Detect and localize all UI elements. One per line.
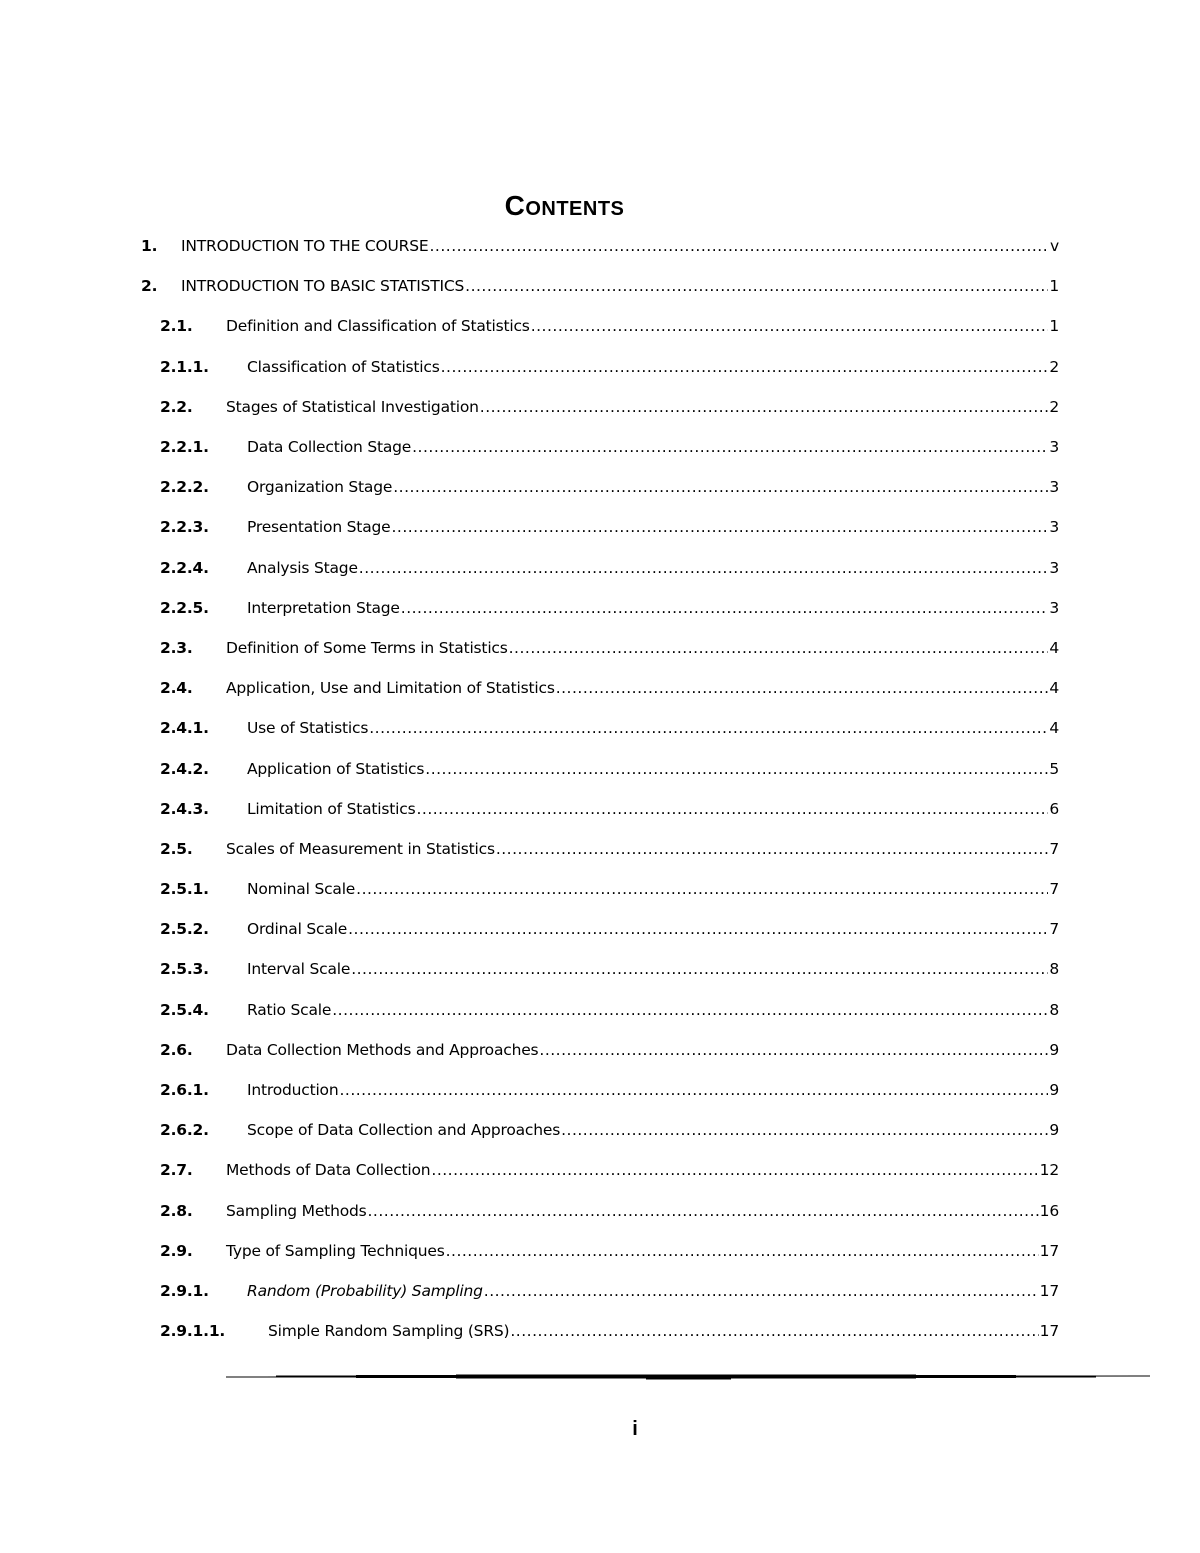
toc-entry-number: 2.9.1.1. xyxy=(160,1322,226,1341)
toc-entry-title: Analysis Stage xyxy=(247,558,358,577)
toc-entry-number: 2.5.4. xyxy=(160,1000,209,1019)
toc-entry-number: 2.5.1. xyxy=(160,880,209,899)
toc-entry[interactable] xyxy=(141,628,1059,668)
toc-entry-title: Scope of Data Collection and Approaches xyxy=(247,1121,561,1140)
toc-entry-title: Presentation Stage xyxy=(247,518,391,537)
toc-entry-title: Ratio Scale xyxy=(247,1000,332,1019)
toc-entry-number: 2.4.2. xyxy=(160,759,209,778)
toc-entry[interactable] xyxy=(141,467,1059,507)
toc-entry[interactable] xyxy=(141,507,1059,547)
toc-dot-leader xyxy=(359,559,1049,577)
toc-entry[interactable] xyxy=(141,1110,1059,1150)
toc-entry-title: Scales of Measurement in Statistics xyxy=(226,839,495,858)
toc-entry-number: 2.7. xyxy=(160,1161,193,1180)
toc-entry[interactable] xyxy=(141,1271,1059,1311)
toc-entry-number: 2.2.3. xyxy=(160,518,209,537)
toc-entry-number: 2.4. xyxy=(160,679,193,698)
toc-entry-line xyxy=(247,1070,1059,1110)
toc-entry-title: Data Collection Methods and Approaches xyxy=(226,1040,539,1059)
toc-entry-line xyxy=(247,748,1059,788)
toc-entry-title: Stages of Statistical Investigation xyxy=(226,397,479,416)
toc-dot-leader xyxy=(393,478,1048,496)
toc-entry-line xyxy=(181,226,1059,266)
toc-entry-title: Classification of Statistics xyxy=(247,357,440,376)
toc-entry-line xyxy=(247,909,1059,949)
toc-dot-leader xyxy=(429,237,1049,255)
toc-entry-page: 6 xyxy=(1049,799,1059,818)
toc-entry-number: 2.4.1. xyxy=(160,719,209,738)
toc-entry-number: 2.1.1. xyxy=(160,357,209,376)
toc-entry-line xyxy=(247,789,1059,829)
toc-entry-number: 2.6. xyxy=(160,1040,193,1059)
toc-dot-leader xyxy=(368,1202,1039,1220)
toc-entry-number: 2.9. xyxy=(160,1241,193,1260)
toc-entry-page: 5 xyxy=(1049,759,1059,778)
toc-entry-page: 16 xyxy=(1039,1201,1059,1220)
toc-entry-number: 2.5. xyxy=(160,839,193,858)
toc-entry-page: 17 xyxy=(1039,1281,1059,1300)
toc-entry-title: Interpretation Stage xyxy=(247,598,400,617)
toc-entry-title: Simple Random Sampling (SRS) xyxy=(268,1322,510,1341)
toc-dot-leader xyxy=(539,1041,1048,1059)
toc-entry[interactable] xyxy=(141,789,1059,829)
toc-entry-line xyxy=(247,588,1059,628)
toc-entry-page: 1 xyxy=(1049,317,1059,336)
toc-dot-leader xyxy=(401,599,1049,617)
toc-entry-page: 3 xyxy=(1049,478,1059,497)
toc-entry[interactable] xyxy=(141,949,1059,989)
toc-entry-line xyxy=(247,507,1059,547)
toc-entry[interactable] xyxy=(141,869,1059,909)
toc-entry-page: 7 xyxy=(1049,920,1059,939)
toc-entry-number: 2.1. xyxy=(160,317,193,336)
toc-entry-line xyxy=(181,266,1059,306)
toc-entry-page: 3 xyxy=(1049,598,1059,617)
toc-dot-leader xyxy=(369,719,1048,737)
toc-entry-title: Limitation of Statistics xyxy=(247,799,416,818)
toc-entry[interactable] xyxy=(141,909,1059,949)
toc-entry-page: 12 xyxy=(1039,1161,1059,1180)
toc-entry-line xyxy=(226,628,1059,668)
toc-dot-leader xyxy=(446,1242,1039,1260)
toc-entry-line xyxy=(247,1271,1059,1311)
toc-entry[interactable] xyxy=(141,1311,1059,1351)
table-of-contents xyxy=(141,226,1059,1351)
toc-dot-leader xyxy=(510,1322,1038,1340)
toc-entry-number: 2.2.2. xyxy=(160,478,209,497)
toc-entry[interactable] xyxy=(141,748,1059,788)
toc-entry-title: Organization Stage xyxy=(247,478,393,497)
toc-dot-leader xyxy=(480,398,1049,416)
toc-entry-line xyxy=(247,1110,1059,1150)
toc-entry-page: 8 xyxy=(1049,1000,1059,1019)
toc-entry-line xyxy=(247,949,1059,989)
toc-entry-page: 17 xyxy=(1039,1322,1059,1341)
toc-entry-number: 2.2.5. xyxy=(160,598,209,617)
toc-entry-page: 4 xyxy=(1049,719,1059,738)
toc-entry-title: Sampling Methods xyxy=(226,1201,367,1220)
toc-entry-page: 9 xyxy=(1049,1081,1059,1100)
toc-dot-leader xyxy=(356,880,1048,898)
page-number: i xyxy=(632,1418,638,1440)
toc-entry[interactable] xyxy=(141,588,1059,628)
toc-entry-number: 2.4.3. xyxy=(160,799,209,818)
toc-entry-line xyxy=(226,387,1059,427)
toc-entry-number: 1. xyxy=(141,237,158,256)
toc-dot-leader xyxy=(332,1001,1048,1019)
toc-entry-line xyxy=(247,347,1059,387)
toc-entry-line xyxy=(268,1311,1059,1351)
toc-dot-leader xyxy=(425,760,1048,778)
toc-dot-leader xyxy=(465,277,1048,295)
toc-entry-title: Interval Scale xyxy=(247,960,351,979)
toc-entry-number: 2.6.1. xyxy=(160,1081,209,1100)
toc-entry-title: INTRODUCTION TO THE COURSE xyxy=(181,237,429,256)
toc-dot-leader xyxy=(412,438,1048,456)
toc-entry-line xyxy=(226,668,1059,708)
toc-entry-number: 2.9.1. xyxy=(160,1281,209,1300)
toc-entry-line xyxy=(247,467,1059,507)
toc-entry-line xyxy=(226,1231,1059,1271)
toc-entry-page: 4 xyxy=(1049,679,1059,698)
toc-entry-line xyxy=(226,1030,1059,1070)
toc-entry-line xyxy=(226,1191,1059,1231)
toc-dot-leader xyxy=(496,840,1049,858)
toc-dot-leader xyxy=(416,800,1048,818)
toc-dot-leader xyxy=(348,920,1048,938)
toc-entry-number: 2. xyxy=(141,277,158,296)
toc-dot-leader xyxy=(509,639,1049,657)
toc-entry-title: Definition and Classification of Statistics xyxy=(226,317,530,336)
toc-entry-number: 2.5.3. xyxy=(160,960,209,979)
toc-entry-number: 2.5.2. xyxy=(160,920,209,939)
toc-entry-page: 2 xyxy=(1049,357,1059,376)
toc-dot-leader xyxy=(391,518,1048,536)
toc-entry-page: 9 xyxy=(1049,1040,1059,1059)
toc-entry[interactable] xyxy=(141,306,1059,346)
toc-entry[interactable] xyxy=(141,226,1059,266)
toc-entry[interactable] xyxy=(141,990,1059,1030)
toc-entry-title: Nominal Scale xyxy=(247,880,356,899)
toc-entry[interactable] xyxy=(141,1150,1059,1190)
toc-entry-line xyxy=(247,708,1059,748)
toc-entry[interactable] xyxy=(141,1070,1059,1110)
toc-dot-leader xyxy=(351,960,1048,978)
toc-entry[interactable] xyxy=(141,266,1059,306)
toc-entry-title: Random (Probability) Sampling xyxy=(247,1281,483,1300)
toc-dot-leader xyxy=(556,679,1049,697)
toc-entry-title: INTRODUCTION TO BASIC STATISTICS xyxy=(181,277,465,296)
page-title: Contents xyxy=(504,190,625,221)
toc-entry-page: 7 xyxy=(1049,839,1059,858)
toc-entry-number: 2.2.4. xyxy=(160,558,209,577)
toc-dot-leader xyxy=(531,317,1049,335)
toc-entry-line xyxy=(247,869,1059,909)
toc-entry-line xyxy=(226,829,1059,869)
toc-entry-title: Use of Statistics xyxy=(247,719,369,738)
toc-entry-title: Application, Use and Limitation of Statistics xyxy=(226,679,555,698)
toc-entry-line xyxy=(247,990,1059,1030)
toc-entry-page: 8 xyxy=(1049,960,1059,979)
toc-entry-page: 3 xyxy=(1049,558,1059,577)
toc-entry-title: Type of Sampling Techniques xyxy=(226,1241,445,1260)
toc-entry-page: 1 xyxy=(1049,277,1059,296)
toc-entry-title: Methods of Data Collection xyxy=(226,1161,431,1180)
toc-entry-line xyxy=(226,306,1059,346)
toc-entry-title: Ordinal Scale xyxy=(247,920,348,939)
toc-entry[interactable] xyxy=(141,1231,1059,1271)
toc-entry[interactable] xyxy=(141,347,1059,387)
toc-entry-page: v xyxy=(1050,237,1059,256)
toc-entry-page: 17 xyxy=(1039,1241,1059,1260)
toc-entry[interactable] xyxy=(141,708,1059,748)
toc-entry-title: Introduction xyxy=(247,1081,339,1100)
toc-entry[interactable] xyxy=(141,1191,1059,1231)
toc-entry-title: Application of Statistics xyxy=(247,759,425,778)
toc-dot-leader xyxy=(339,1081,1048,1099)
toc-entry-line xyxy=(226,1150,1059,1190)
toc-dot-leader xyxy=(431,1161,1038,1179)
toc-entry-title: Definition of Some Terms in Statistics xyxy=(226,638,508,657)
toc-entry-page: 3 xyxy=(1049,438,1059,457)
toc-entry-number: 2.6.2. xyxy=(160,1121,209,1140)
toc-entry-page: 2 xyxy=(1049,397,1059,416)
toc-entry-page: 4 xyxy=(1049,638,1059,657)
toc-entry[interactable] xyxy=(141,668,1059,708)
toc-entry-title: Data Collection Stage xyxy=(247,438,412,457)
toc-entry[interactable] xyxy=(141,387,1059,427)
toc-entry-number: 2.2.1. xyxy=(160,438,209,457)
toc-entry-page: 9 xyxy=(1049,1121,1059,1140)
toc-entry[interactable] xyxy=(141,548,1059,588)
toc-dot-leader xyxy=(484,1282,1039,1300)
toc-entry-number: 2.8. xyxy=(160,1201,193,1220)
toc-entry[interactable] xyxy=(141,427,1059,467)
toc-entry[interactable] xyxy=(141,829,1059,869)
toc-dot-leader xyxy=(561,1121,1048,1139)
toc-entry[interactable] xyxy=(141,1030,1059,1070)
footer-divider xyxy=(226,1372,1150,1382)
toc-entry-number: 2.2. xyxy=(160,397,193,416)
toc-entry-number: 2.3. xyxy=(160,638,193,657)
toc-entry-line xyxy=(247,548,1059,588)
toc-entry-page: 3 xyxy=(1049,518,1059,537)
toc-dot-leader xyxy=(441,358,1049,376)
toc-entry-line xyxy=(247,427,1059,467)
toc-entry-page: 7 xyxy=(1049,880,1059,899)
